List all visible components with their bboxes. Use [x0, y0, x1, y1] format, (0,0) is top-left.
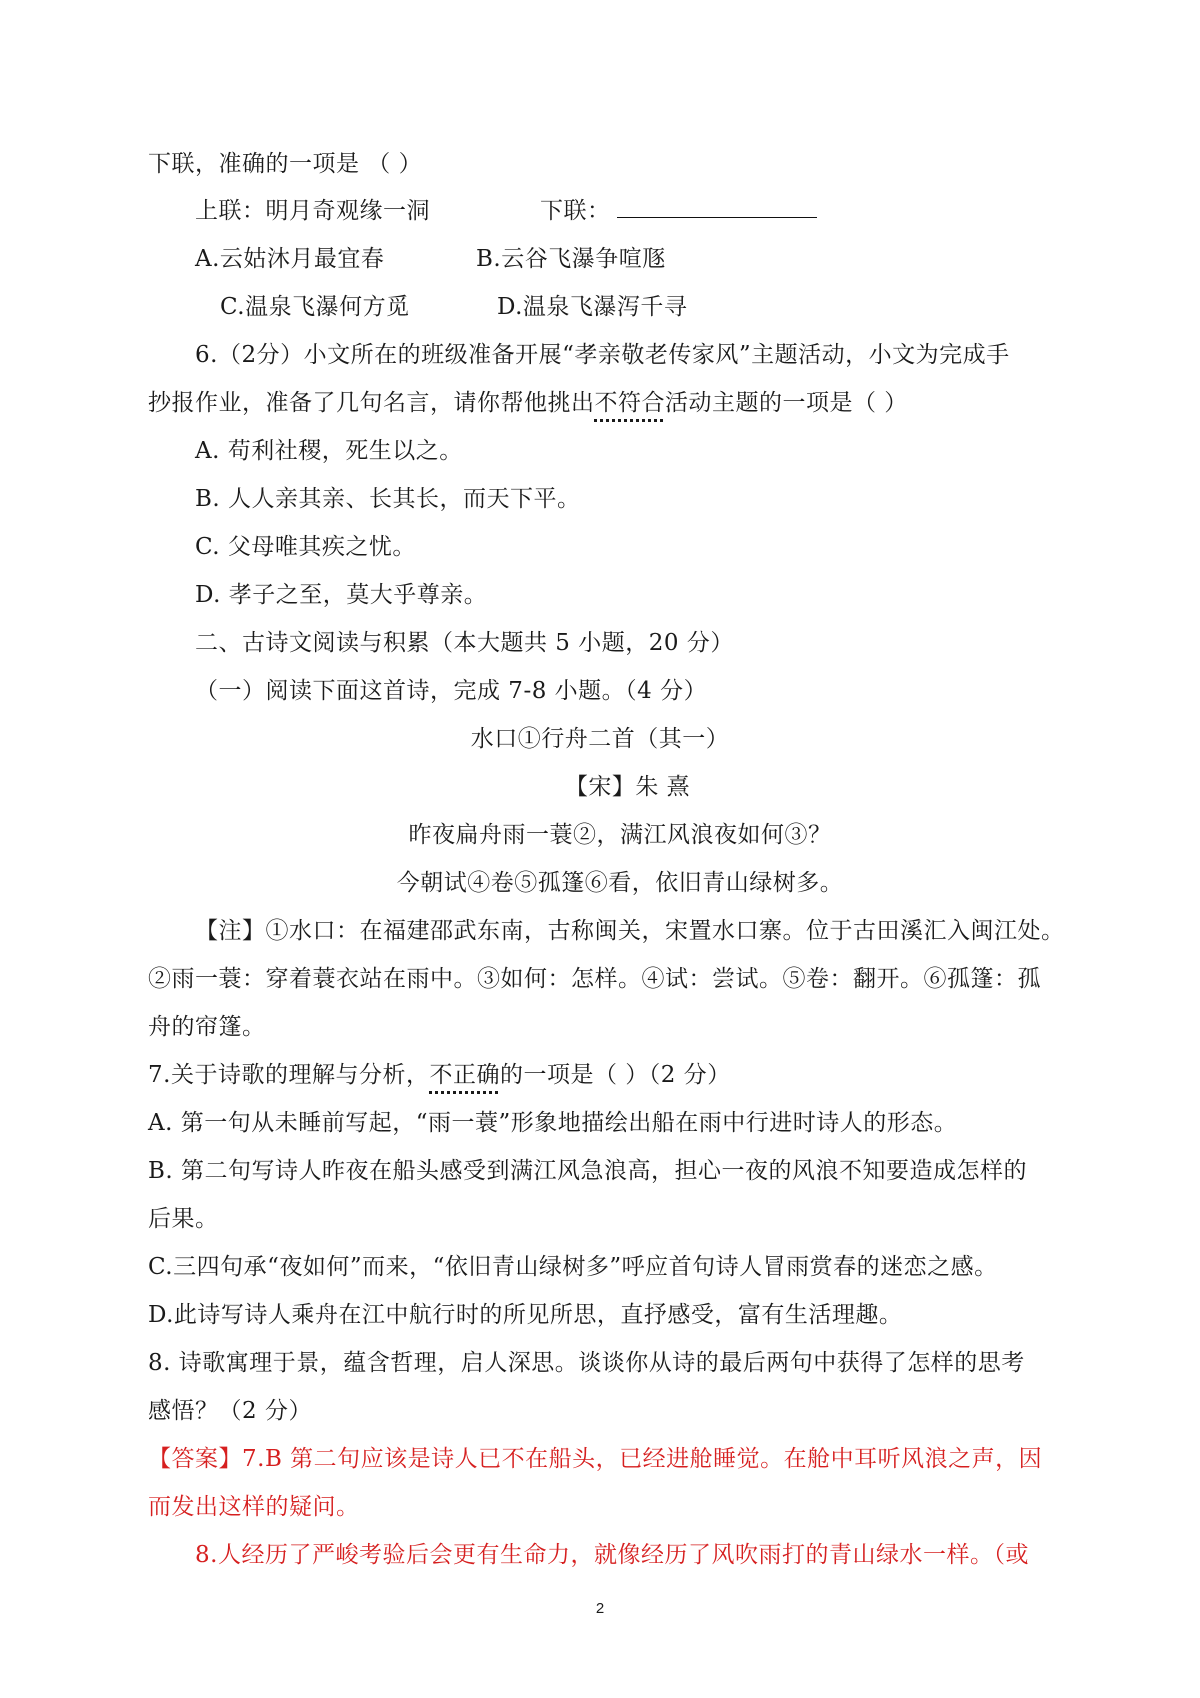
q8-stem-line2: 感悟？（2 分）	[148, 1398, 312, 1424]
note-line-3: 舟的帘篷。	[148, 1014, 266, 1040]
q6-stem-pre: 抄报作业，准备了几句名言，请你帮他挑出	[148, 390, 595, 416]
poem-author: 【宋】朱 熹	[564, 774, 691, 800]
q6-stem-post: 活动主题的一项是（ ）	[665, 390, 908, 416]
note-line-2: ②雨一蓑：穿着蓑衣站在雨中。③如何：怎样。④试：尝试。⑤卷：翻开。⑥孤篷：孤	[148, 966, 1041, 992]
q5-answer-blank	[617, 197, 817, 218]
q7-option-c: C.三四句承“夜如何”而来，“依旧青山绿树多”呼应首句诗人冒雨赏春的迷恋之感。	[148, 1254, 998, 1280]
q7-option-d: D.此诗写诗人乘舟在江中航行时的所见所思，直抒感受，富有生活理趣。	[148, 1302, 903, 1328]
q8-stem-line1: 8. 诗歌寓理于景，蕴含哲理，启人深思。谈谈你从诗的最后两句中获得了怎样的思考	[148, 1350, 1025, 1376]
q6-option-b: B. 人人亲其亲、长其长，而天下平。	[195, 486, 581, 512]
answer-line-3: 8.人经历了严峻考验后会更有生命力，就像经历了风吹雨打的青山绿水一样。（或	[195, 1542, 1029, 1568]
q7-option-a: A. 第一句从未睡前写起，“雨一蓑”形象地描绘出船在雨中行进时诗人的形态。	[148, 1110, 958, 1136]
q7-stem	[148, 1060, 731, 1090]
poem-line-1: 昨夜扁舟雨一蓑②，满江风浪夜如何③？	[408, 822, 832, 848]
q6-stem-line1: 6.（2分）小文所在的班级准备开展“孝亲敬老传家风”主题活动，小文为完成手	[195, 342, 1010, 368]
section-heading: 二、古诗文阅读与积累（本大题共 5 小题，20 分）	[195, 630, 734, 656]
section-subheading: （一）阅读下面这首诗，完成 7-8 小题。（4 分）	[195, 678, 708, 704]
q5-stem-tail: 下联，准确的一项是 （ ）	[148, 151, 423, 177]
q6-option-c: C. 父母唯其疾之忧。	[195, 534, 416, 560]
q6-stem-line2	[148, 388, 908, 418]
q6-emphasis: 不符合	[594, 390, 665, 416]
q5-option-b: B.云谷飞瀑争喧豗	[476, 246, 666, 272]
note-line-1: 【注】①水口：在福建邵武东南，古称闽关，宋置水口寨。位于古田溪汇入闽江处。	[195, 918, 1065, 944]
q5-lower-couplet	[540, 196, 817, 226]
q6-option-d: D. 孝子之至，莫大乎尊亲。	[195, 582, 488, 608]
poem-title: 水口①行舟二首（其一）	[470, 726, 730, 752]
q7-stem-post: 的一项是（ ）（2 分）	[499, 1062, 731, 1088]
answer-line-1: 【答案】7.B 第二句应该是诗人已不在船头，已经进舱睡觉。在舱中耳听风浪之声，因	[148, 1446, 1043, 1472]
q5-lower-label: 下联：	[540, 198, 611, 224]
q5-option-a: A.云姑沐月最宜春	[195, 246, 385, 272]
q7-emphasis: 不正确	[429, 1062, 500, 1088]
q7-stem-pre: 7.关于诗歌的理解与分析，	[148, 1062, 430, 1088]
q5-option-c: C.温泉飞瀑何方觅	[220, 294, 410, 320]
q6-option-a: A. 苟利社稷，死生以之。	[195, 438, 463, 464]
q7-option-b-line1: B. 第二句写诗人昨夜在船头感受到满江风急浪高，担心一夜的风浪不知要造成怎样的	[148, 1158, 1028, 1184]
q7-option-b-line2: 后果。	[148, 1206, 219, 1232]
page-number: 2	[595, 1600, 605, 1617]
q5-upper-couplet: 上联：明月奇观缘一洞	[195, 198, 430, 224]
q5-option-d: D.温泉飞瀑泻千寻	[497, 294, 688, 320]
poem-line-2: 今朝试④卷⑤孤篷⑥看，依旧青山绿树多。	[396, 870, 844, 896]
answer-line-2: 而发出这样的疑问。	[148, 1494, 360, 1520]
